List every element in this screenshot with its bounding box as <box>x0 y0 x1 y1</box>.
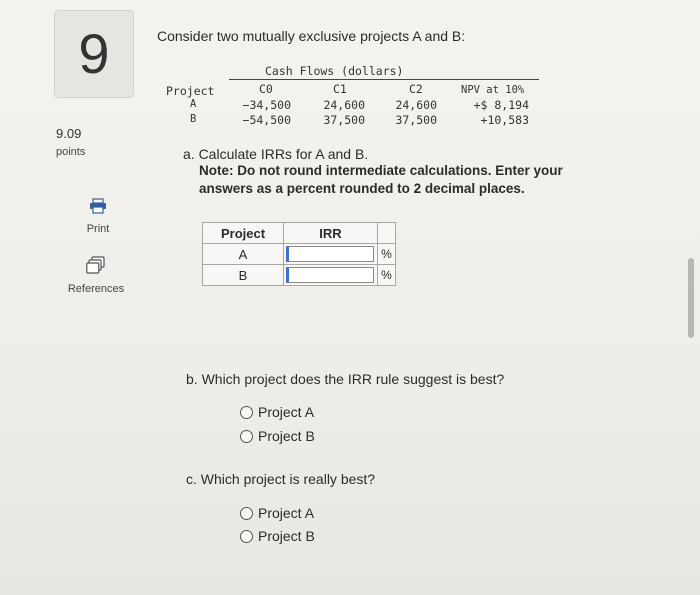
irr-row-a-project: A <box>203 244 284 265</box>
part-b-prompt: b. Which project does the IRR rule suggest is best? <box>186 371 505 387</box>
row-b-npv: +10,583 <box>480 113 529 127</box>
radio-circle-icon[interactable] <box>240 530 253 543</box>
row-b-c1: 37,500 <box>323 113 365 127</box>
part-a-note: Note: Do not round intermediate calculations. Enter your answers as a percent rounded to 2 decimal places. <box>199 163 563 196</box>
irr-b-input[interactable] <box>286 267 374 283</box>
part-a-prompt: a. Calculate IRRs for A and B. <box>183 146 369 162</box>
radio-circle-icon[interactable] <box>240 507 253 520</box>
question-number-box <box>54 10 134 98</box>
irr-table-header <box>203 223 396 244</box>
col-c0: C0 <box>259 82 273 96</box>
row-b-project: B <box>190 113 197 125</box>
references-label: References <box>67 283 125 295</box>
points-value: 9.09 <box>56 126 82 141</box>
row-a-c0: −34,500 <box>242 98 291 112</box>
irr-b-cell <box>284 265 378 286</box>
printer-icon <box>58 198 138 217</box>
row-a-c1: 24,600 <box>323 98 365 112</box>
row-a-npv: +$ 8,194 <box>473 98 529 112</box>
part-c-option-a[interactable] <box>240 505 314 521</box>
irr-col-project: Project <box>203 223 284 244</box>
row-b-c0: −54,500 <box>242 113 291 127</box>
irr-row-b-project: B <box>203 265 284 286</box>
irr-a-percent: % <box>378 244 396 265</box>
table-row <box>203 265 396 286</box>
col-c2: C2 <box>409 82 423 96</box>
part-c-prompt: c. Which project is really best? <box>186 471 376 487</box>
radio-circle-icon[interactable] <box>240 406 253 419</box>
points-label: points <box>56 146 86 158</box>
header-rule-npv <box>453 79 539 80</box>
irr-col-unit <box>378 223 396 244</box>
part-b-option-a-label: Project A <box>258 404 315 420</box>
col-c1: C1 <box>333 82 347 96</box>
part-b-option-b-label: Project B <box>258 428 315 444</box>
row-a-project: A <box>190 98 197 110</box>
part-c-option-b-label: Project B <box>258 528 315 544</box>
question-intro: Consider two mutually exclusive projects A and B: <box>157 28 466 44</box>
irr-b-percent: % <box>378 265 396 286</box>
irr-answer-table <box>202 222 396 286</box>
row-b-c2: 37,500 <box>395 113 437 127</box>
row-a-c2: 24,600 <box>395 98 437 112</box>
part-b-option-a[interactable] <box>240 404 314 420</box>
col-npv: NPV at 10% <box>461 84 525 96</box>
references-icon <box>56 256 136 277</box>
cash-flows-header: Cash Flows (dollars) <box>265 64 404 78</box>
irr-a-cell <box>284 244 378 265</box>
print-label: Print <box>86 223 110 235</box>
radio-circle-icon[interactable] <box>240 430 253 443</box>
part-b-option-b[interactable] <box>240 428 315 444</box>
print-button[interactable] <box>58 198 138 235</box>
header-rule <box>229 79 455 80</box>
col-project: Project <box>166 84 215 98</box>
references-button[interactable] <box>56 256 136 295</box>
part-c-option-a-label: Project A <box>258 505 315 521</box>
page-scrollbar[interactable] <box>688 258 694 338</box>
question-number: 9 <box>78 22 110 85</box>
irr-col-irr: IRR <box>284 223 378 244</box>
part-c-option-b[interactable] <box>240 528 315 544</box>
irr-a-input[interactable] <box>286 246 374 262</box>
table-row <box>203 244 396 265</box>
